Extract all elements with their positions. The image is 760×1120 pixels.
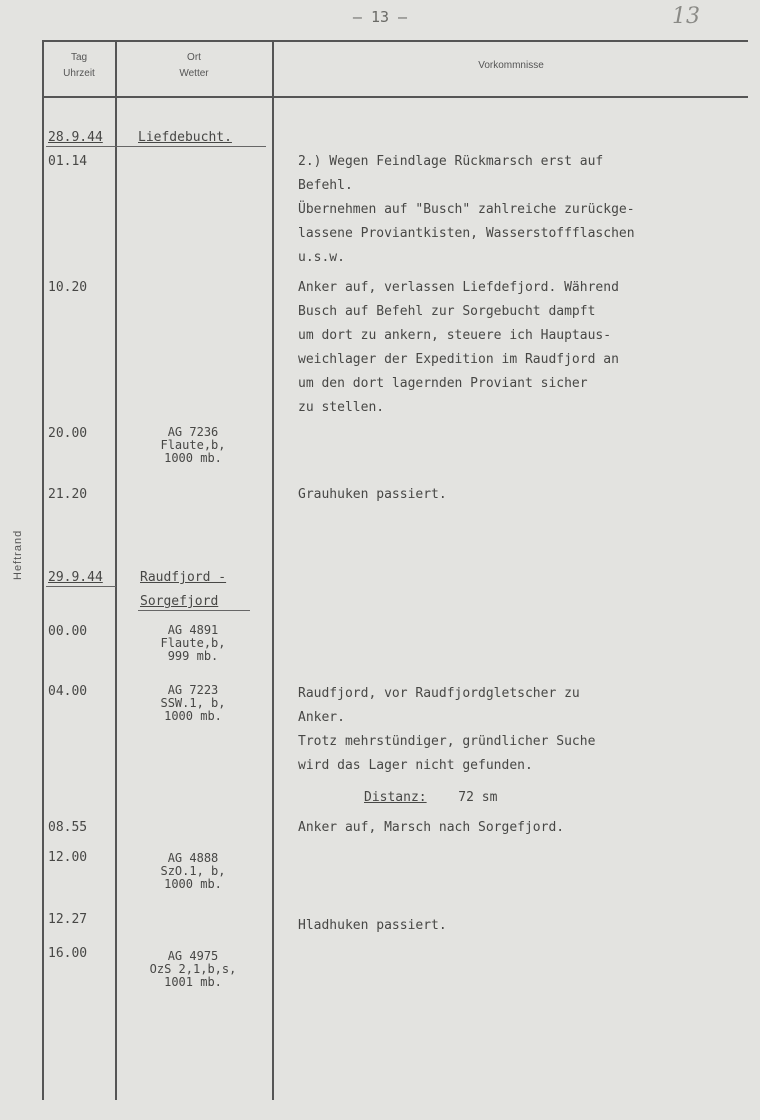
text-line: um den dort lagernden Proviant sicher	[298, 376, 588, 391]
column-rule-1	[42, 40, 44, 1100]
text-line: Raudfjord, vor Raudfjordgletscher zu	[298, 686, 580, 701]
text-line: Busch auf Befehl zur Sorgebucht dampft	[298, 304, 596, 319]
handwritten-page-number: 13	[672, 4, 700, 29]
entry-text	[298, 682, 595, 778]
entry-text	[298, 276, 619, 420]
text-line: Trotz mehrstündiger, gründlicher Suche	[298, 734, 596, 749]
date-rule	[46, 146, 266, 147]
entry-text: Anker auf, Marsch nach Sorgefjord.	[298, 820, 565, 835]
column-rule-2	[115, 40, 117, 1100]
date-rule	[46, 586, 116, 587]
header-place: Ort Wetter	[179, 52, 209, 79]
weather-block: AG 4888 SzO.1, b, 1000 mb.	[160, 851, 226, 891]
margin-label: Heftrand	[12, 529, 24, 580]
header-time: Tag Uhrzeit	[63, 52, 95, 79]
entry-time: 12.00	[48, 850, 88, 865]
entry-date: 29.9.44	[48, 570, 103, 585]
text-line: lassene Proviantkisten, Wasserstoffflaschen	[298, 226, 635, 241]
log-table	[42, 40, 748, 1100]
entry-place: Raudfjord - Sorgefjord	[140, 570, 227, 609]
place-rule	[138, 610, 250, 611]
page-number: – 13 –	[352, 8, 408, 26]
entry-text: Grauhuken passiert.	[298, 487, 447, 502]
entry-time: 04.00	[48, 684, 88, 699]
entry-text	[298, 150, 635, 270]
weather-block: AG 7223 SSW.1, b, 1000 mb.	[160, 683, 226, 723]
entry-date: 28.9.44	[48, 130, 103, 145]
entry-text: Hladhuken passiert.	[298, 918, 447, 933]
text-line: Übernehmen auf "Busch" zahlreiche zurückge-	[298, 202, 635, 217]
text-line: um dort zu ankern, steuere ich Hauptaus-	[298, 328, 612, 343]
distance-value: 72 sm	[458, 790, 498, 805]
text-line: u.s.w.	[298, 250, 345, 265]
column-rule-3	[272, 40, 274, 1100]
entry-time: 08.55	[48, 820, 88, 835]
top-rule	[42, 40, 748, 42]
text-line: weichlager der Expedition im Raudfjord an	[298, 352, 619, 367]
entry-time: 10.20	[48, 280, 88, 295]
text-line: Anker.	[298, 710, 345, 725]
distance-label: Distanz:	[364, 790, 427, 805]
entry-place: Liefdebucht.	[138, 130, 232, 145]
entry-time: 16.00	[48, 946, 88, 961]
header-events: Vorkommnisse	[478, 60, 544, 71]
text-line: Befehl.	[298, 178, 353, 193]
distance-line	[364, 786, 497, 810]
entry-time: 01.14	[48, 154, 88, 169]
entry-time: 20.00	[48, 426, 88, 441]
text-line: 2.) Wegen Feindlage Rückmarsch erst auf	[298, 154, 604, 169]
text-line: wird das Lager nicht gefunden.	[298, 758, 533, 773]
entry-time: 00.00	[48, 624, 88, 639]
entry-time: 21.20	[48, 487, 88, 502]
weather-block: AG 7236 Flaute,b, 1000 mb.	[160, 425, 226, 465]
weather-block: AG 4975 OzS 2,1,b,s, 1001 mb.	[149, 949, 237, 989]
header-rule	[42, 96, 748, 98]
text-line: zu stellen.	[298, 400, 385, 415]
text-line: Anker auf, verlassen Liefdefjord. Während	[298, 280, 619, 295]
weather-block: AG 4891 Flaute,b, 999 mb.	[160, 623, 226, 663]
entry-time: 12.27	[48, 912, 88, 927]
